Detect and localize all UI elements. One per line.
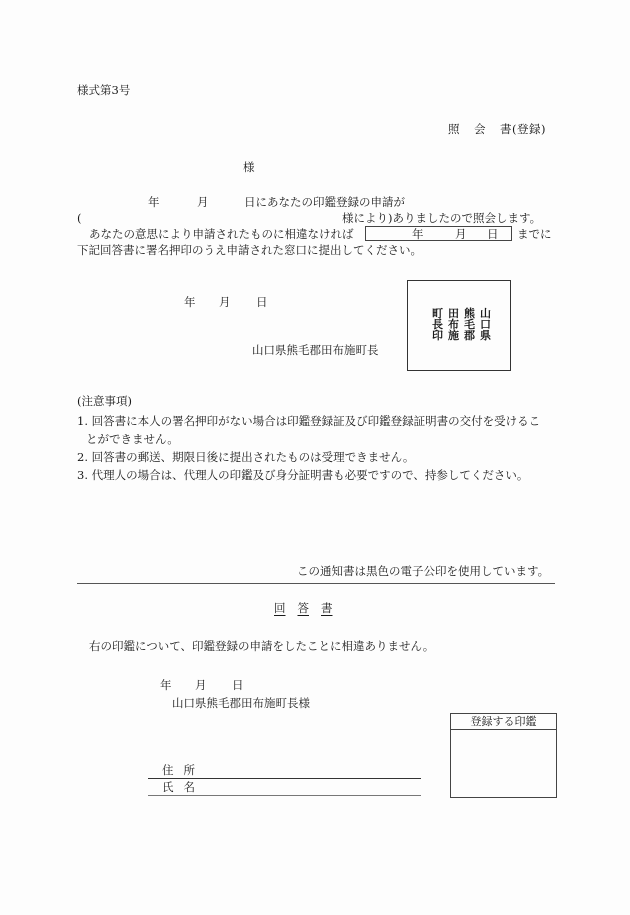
seal-column: [447, 308, 460, 341]
reply-day: 日: [232, 678, 244, 692]
label-char: 所: [183, 763, 195, 777]
seal-char: 毛: [464, 318, 475, 331]
reply-year: 年: [160, 678, 172, 692]
reply-statement: 右の印鑑について、印鑑登録の申請をしたことに相違ありません。: [89, 639, 435, 653]
seal-column: [479, 308, 492, 341]
open-paren: (: [77, 211, 82, 225]
official-seal-text: [431, 308, 492, 341]
name-field-line[interactable]: [148, 795, 421, 796]
issue-month: 月: [219, 295, 231, 309]
issuer-name: 山口県熊毛郡田布施町長: [252, 343, 379, 357]
reply-recipient: 山口県熊毛郡田布施町長様: [172, 696, 310, 710]
form-number: 様式第3号: [77, 83, 131, 97]
title-char: 会: [474, 122, 486, 136]
deadline-date-box: [365, 226, 512, 241]
seal-column: [463, 308, 476, 341]
seal-char: 長: [432, 318, 443, 331]
reply-title-char: 答: [297, 601, 309, 615]
title-char: 書(登録): [500, 122, 546, 136]
official-seal: [407, 280, 511, 371]
name-label: [162, 782, 195, 794]
electronic-seal-note: この通知書は黒色の電子公印を使用しています。: [297, 564, 550, 578]
seal-char: 県: [480, 329, 491, 342]
issue-day: 日: [256, 295, 268, 309]
addressee-field: 様: [243, 160, 255, 174]
label-char: 名: [183, 780, 195, 794]
year-label: 年: [148, 195, 160, 209]
note-item-2: 2. 回答書の郵送、期限日後に提出されたものは受理できません。: [77, 450, 415, 464]
seal-char: 布: [448, 318, 459, 331]
seal-char: 郡: [464, 329, 475, 342]
note-item-3: 3. 代理人の場合は、代理人の印鑑及び身分証明書も必要ですので、持参してください。: [77, 468, 529, 482]
applicant-text: 様により)ありましたので照会します。: [342, 211, 542, 225]
seal-char: 口: [480, 318, 491, 331]
seal-column: [431, 308, 444, 341]
notes-heading: (注意事項): [77, 394, 132, 408]
title-char: 照: [448, 122, 460, 136]
seal-char: 熊: [464, 307, 475, 320]
seal-char: 山: [480, 307, 491, 320]
reply-title-char: 書: [321, 601, 333, 615]
application-date-line: [148, 197, 448, 211]
deadline-month: 月: [455, 227, 467, 241]
section-divider: [77, 583, 555, 584]
by-text: までに: [517, 227, 552, 241]
month-label: 月: [197, 195, 209, 209]
seal-char: 町: [432, 307, 443, 320]
issue-year: 年: [184, 295, 196, 309]
seal-char: 施: [448, 329, 459, 342]
seal-char: 田: [448, 307, 459, 320]
address-label: [162, 765, 195, 777]
deadline-day: 日: [487, 227, 499, 241]
note-item-1-cont: とができません。: [86, 432, 179, 446]
registered-seal-box[interactable]: [450, 713, 557, 798]
seal-box-label: 登録する印鑑: [451, 714, 556, 730]
reply-title: [274, 603, 333, 615]
deadline-year: 年: [412, 227, 424, 241]
note-item-1: 1. 回答書に本人の署名押印がない場合は印鑑登録証及び印鑑登録証明書の交付を受けるこ: [77, 414, 541, 428]
label-char: 氏: [162, 780, 174, 794]
reply-month: 月: [195, 678, 207, 692]
consent-text: あなたの意思により申請されたものに相違なければ: [89, 227, 354, 241]
submit-instruction: 下記回答書に署名押印のうえ申請された窓口に提出してください。: [77, 243, 422, 257]
seal-char: 印: [432, 329, 443, 342]
reply-title-char: 回: [274, 601, 286, 615]
label-char: 住: [162, 763, 174, 777]
document-title: [448, 124, 546, 136]
address-field-line[interactable]: [148, 778, 421, 779]
application-text: 日にあなたの印鑑登録の申請が: [244, 195, 405, 209]
